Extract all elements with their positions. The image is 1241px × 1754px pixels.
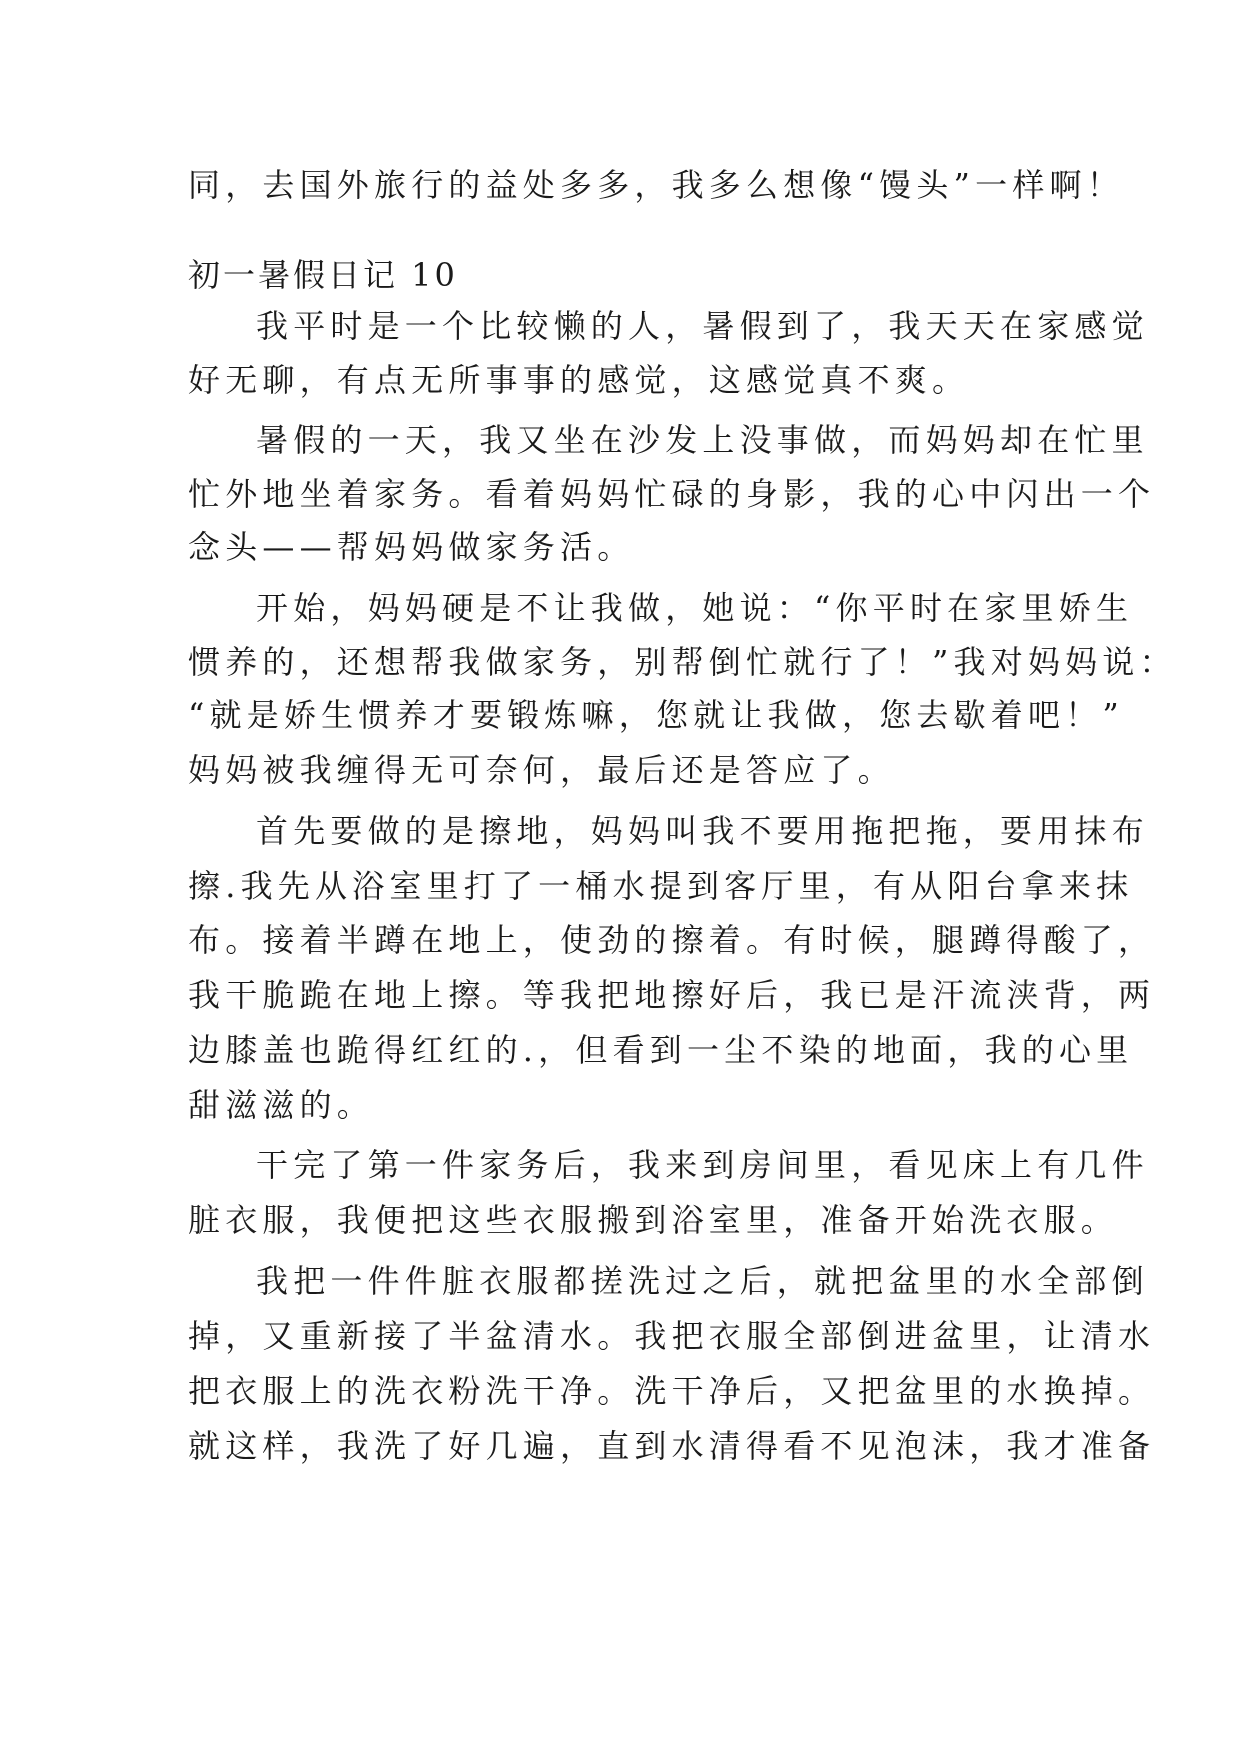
text-line: 布。接着半蹲在地上，使劲的擦着。有时候，腿蹲得酸了， (188, 921, 1156, 959)
text-line: 脏衣服，我便把这些衣服搬到浴室里，准备开始洗衣服。 (188, 1201, 1119, 1239)
text-line: 暑假的一天，我又坐在沙发上没事做，而妈妈却在忙里 (256, 421, 1149, 459)
text-line: 边膝盖也跪得红红的.，但看到一尘不染的地面，我的心里 (188, 1031, 1134, 1069)
text-line: 擦.我先从浴室里打了一桶水提到客厅里，有从阳台拿来抹 (188, 867, 1134, 905)
text-line: 把衣服上的洗衣粉洗干净。洗干净后，又把盆里的水换掉。 (188, 1372, 1156, 1410)
text-line: 念头——帮妈妈做家务活。 (188, 528, 635, 566)
text-line: 同，去国外旅行的益处多多，我多么想像“馒头”一样啊！ (188, 166, 1124, 204)
text-line: 我平时是一个比较懒的人，暑假到了，我天天在家感觉 (256, 307, 1149, 345)
text-line: 我把一件件脏衣服都搓洗过之后，就把盆里的水全部倒 (256, 1262, 1149, 1300)
text-line: 甜滋滋的。 (188, 1086, 375, 1124)
text-line: 开始，妈妈硬是不让我做，她说：“你平时在家里娇生 (256, 589, 1134, 627)
text-line: 首先要做的是擦地，妈妈叫我不要用拖把拖，要用抹布 (256, 812, 1149, 850)
text-line: 好无聊，有点无所事事的感觉，这感觉真不爽。 (188, 361, 970, 399)
text-line: 我干脆跪在地上擦。等我把地擦好后，我已是汗流浃背，两 (188, 976, 1156, 1014)
text-line: 惯养的，还想帮我做家务，别帮倒忙就行了！”我对妈妈说： (188, 643, 1177, 681)
section-heading: 初一暑假日记 10 (188, 256, 458, 294)
text-line: 忙外地坐着家务。看着妈妈忙碌的身影，我的心中闪出一个 (188, 475, 1156, 513)
text-line: 妈妈被我缠得无可奈何，最后还是答应了。 (188, 751, 895, 789)
text-line: “就是娇生惯养才要锻炼嘛，您就让我做，您去歇着吧！” (188, 696, 1124, 734)
text-line: 干完了第一件家务后，我来到房间里，看见床上有几件 (256, 1146, 1149, 1184)
text-line: 掉，又重新接了半盆清水。我把衣服全部倒进盆里，让清水 (188, 1317, 1156, 1355)
text-line: 就这样，我洗了好几遍，直到水清得看不见泡沫，我才准备 (188, 1427, 1156, 1465)
